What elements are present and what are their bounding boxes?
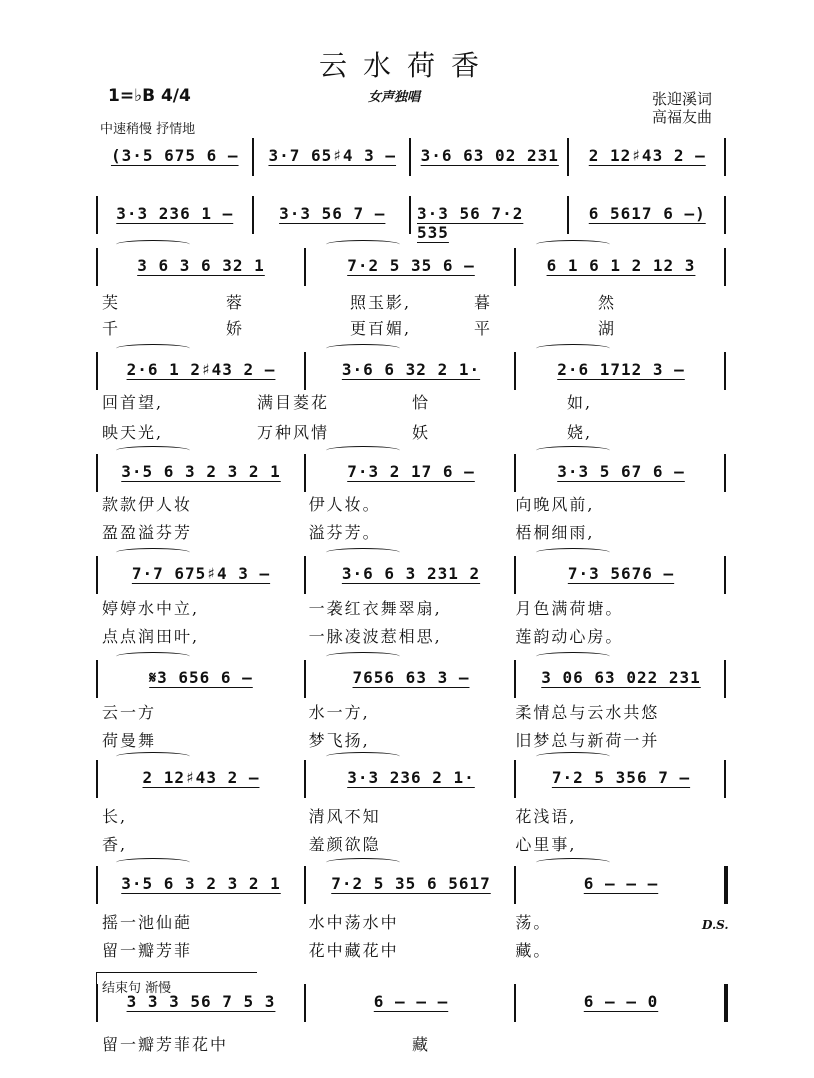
lyric-line [96, 804, 726, 828]
bar-line [96, 556, 98, 594]
measure-notes: 6 5617 6 –) [588, 204, 706, 223]
measure-notes: 3·6 6 32 2 1· [341, 360, 481, 379]
measure-notes: 6 – – – [373, 992, 449, 1011]
lyric-line [96, 420, 726, 444]
lyric-text: 云一方 [102, 703, 157, 722]
bar-line [96, 352, 98, 390]
lyric-text: 回首望, [102, 393, 164, 412]
lyric-text: 万种风情 [257, 423, 330, 442]
measure-notes: 3·3 236 2 1· [347, 768, 475, 787]
bar-line [514, 984, 516, 1022]
measure [312, 760, 510, 800]
measure-notes: 6 1 6 1 2 12 3 [546, 256, 696, 275]
measure [260, 196, 406, 236]
lyricist: 张迎溪词 [652, 90, 713, 108]
measure [575, 196, 721, 236]
lyric-text: 娇 [226, 319, 245, 338]
measure [522, 760, 720, 800]
measure-notes: 2·6 1712 3 – [557, 360, 685, 379]
slur [116, 752, 190, 761]
measure-notes: 7·3 5676 – [567, 564, 675, 583]
lyric-text: 芙 [102, 293, 121, 312]
bar-line [304, 248, 306, 286]
bar-line [304, 556, 306, 594]
measure-notes: 3·5 6 3 2 3 2 1 [121, 874, 281, 893]
ending-label: 结束句 渐慢 [102, 981, 172, 996]
measure [260, 138, 406, 178]
measure-notes: 3·3 236 1 – [116, 204, 234, 223]
bar-line [252, 138, 254, 176]
lyric-text: 摇一池仙葩 [102, 913, 193, 932]
bar-line [96, 760, 98, 798]
bar-line [567, 196, 569, 234]
slur [536, 858, 610, 867]
ds-mark: D.S. [702, 918, 729, 932]
slur [116, 240, 190, 249]
measure-notes: 3 3 3 56 7 5 3 [126, 992, 276, 1011]
measure [522, 454, 720, 494]
measure-notes: 3·7 65♯4 3 – [268, 146, 397, 165]
bar-line [724, 196, 726, 234]
slur [536, 446, 610, 455]
lyric-text: 向晚风前, [515, 495, 595, 514]
lyric-text: 梦飞扬, [308, 731, 370, 750]
lyric-text: 恰 [412, 393, 431, 412]
slur [536, 652, 610, 661]
slur [326, 446, 400, 455]
lyric-text: 留一瓣芳菲花中 [102, 1035, 229, 1054]
measure [312, 866, 510, 906]
lyric-line [96, 520, 726, 544]
slur [116, 446, 190, 455]
staff-row [96, 660, 726, 704]
slur [536, 344, 610, 353]
lyric-text: 荡。 [515, 913, 552, 932]
bar-line [514, 660, 516, 698]
lyric-text: 一袭红衣舞翠扇, [308, 599, 442, 618]
bar-line [304, 660, 306, 698]
bar-line [514, 352, 516, 390]
lyric-line [96, 1032, 726, 1056]
measure [312, 248, 510, 288]
bar-line [514, 866, 516, 904]
lyric-text: 湖 [598, 319, 617, 338]
slur [536, 548, 610, 557]
slur [116, 344, 190, 353]
bar-line [96, 454, 98, 492]
staff-row [96, 138, 726, 182]
bar-line [96, 660, 98, 698]
measure [522, 248, 720, 288]
measure-notes: 2·6 1 2♯43 2 – [126, 360, 276, 379]
bar-line [252, 196, 254, 234]
measure [522, 984, 720, 1024]
lyric-text: 伊人妆。 [308, 495, 381, 514]
measure [522, 866, 720, 906]
measure [312, 352, 510, 392]
lyric-text: 荷曼舞 [102, 731, 157, 750]
measure [312, 454, 510, 494]
lyric-text: 花中藏花中 [308, 941, 399, 960]
lyric-text: 妖 [412, 423, 431, 442]
lyric-text: 长, [102, 807, 128, 826]
measure [102, 984, 300, 1024]
measure-notes: 7·3 2 17 6 – [347, 462, 475, 481]
lyric-text: 旧梦总与新荷一并 [515, 731, 660, 750]
bar-line [724, 454, 726, 492]
measure [102, 556, 300, 596]
bar-line [304, 866, 306, 904]
lyric-line [96, 832, 726, 856]
staff-row [96, 248, 726, 292]
lyric-text: 点点润田叶, [102, 627, 200, 646]
measure-notes: 2 12♯43 2 – [588, 146, 706, 165]
bar-line [409, 138, 411, 176]
measure [102, 866, 300, 906]
lyric-text: 梧桐细雨, [515, 523, 595, 542]
lyric-text: 满目菱花 [257, 393, 330, 412]
lyric-line [96, 700, 726, 724]
lyric-text: 照玉影, [350, 293, 412, 312]
measure-notes: 3 6 3 6 32 1 [137, 256, 265, 275]
staff-row [96, 760, 726, 804]
staff-row [96, 196, 726, 240]
measure [522, 352, 720, 392]
measure [312, 556, 510, 596]
lyric-text: 蓉 [226, 293, 245, 312]
slur [116, 548, 190, 557]
lyric-text: 莲韵动心房。 [515, 627, 624, 646]
slur [116, 652, 190, 661]
lyric-line [96, 390, 726, 414]
bar-line [304, 984, 306, 1022]
bar-line [724, 248, 726, 286]
song-title: 云水荷香 [318, 49, 495, 82]
measure-notes: 3·3 56 7·2 535 [417, 204, 524, 242]
lyric-line [96, 938, 726, 962]
lyric-text: 清风不知 [308, 807, 381, 826]
measure [312, 984, 510, 1024]
slur [326, 548, 400, 557]
staff-row [96, 984, 726, 1028]
bar-line [409, 196, 411, 234]
lyric-text: 平 [474, 319, 493, 338]
lyric-text: 水中荡水中 [308, 913, 399, 932]
bar-line [304, 454, 306, 492]
lyric-text: 款款伊人妆 [102, 495, 193, 514]
lyric-text: 花浅语, [515, 807, 577, 826]
bar-line [724, 866, 728, 904]
measure-notes: 7·7 675♯4 3 – [131, 564, 271, 583]
measure [312, 660, 510, 700]
bar-line [567, 138, 569, 176]
measure [575, 138, 721, 178]
bar-line [724, 352, 726, 390]
bar-line [724, 660, 726, 698]
lyric-text: 然 [598, 293, 617, 312]
bar-line [724, 984, 728, 1022]
measure-notes: 7·2 5 356 7 – [551, 768, 691, 787]
composer: 高福友曲 [652, 108, 713, 126]
measure [102, 196, 248, 236]
lyric-text: 心里事, [515, 835, 577, 854]
bar-line [514, 248, 516, 286]
key-signature: 1=♭B 4/4 [108, 86, 191, 106]
lyric-text: 藏。 [515, 941, 552, 960]
measure [417, 196, 563, 242]
lyric-text: 留一瓣芳菲 [102, 941, 193, 960]
measure [102, 660, 300, 700]
lyric-text: 千 [102, 319, 121, 338]
slur [116, 858, 190, 867]
slur [326, 652, 400, 661]
lyric-text: 娆, [567, 423, 593, 442]
measure-notes: 7656 63 3 – [352, 668, 470, 687]
bar-line [514, 454, 516, 492]
lyric-line [96, 492, 726, 516]
bar-line [514, 760, 516, 798]
measure-notes: 3·6 63 02 231 [420, 146, 559, 165]
voice-label: 女声独唱 [368, 90, 421, 105]
lyric-text: 香, [102, 835, 128, 854]
lyric-text: 月色满荷塘。 [515, 599, 624, 618]
bar-line [724, 760, 726, 798]
bar-line [96, 248, 98, 286]
measure [417, 138, 563, 178]
slur [536, 240, 610, 249]
staff-row [96, 556, 726, 600]
tempo-marking: 中速稍慢 抒情地 [100, 122, 196, 137]
bar-line [304, 760, 306, 798]
lyric-text: 如, [567, 393, 593, 412]
measure [102, 454, 300, 494]
lyric-text: 盈盈溢芬芳 [102, 523, 193, 542]
measure [102, 138, 248, 178]
measure-notes: 3·6 6 3 231 2 [341, 564, 481, 583]
lyric-text: 水一方, [308, 703, 370, 722]
measure-notes: 7·2 5 35 6 – [347, 256, 475, 275]
lyric-line [96, 316, 726, 340]
measure [102, 352, 300, 392]
lyric-text: 映天光, [102, 423, 164, 442]
lyric-line [96, 624, 726, 648]
lyric-line [96, 290, 726, 314]
lyric-text: 羞颜欲隐 [308, 835, 381, 854]
lyric-text: 暮 [474, 293, 493, 312]
slur [326, 858, 400, 867]
measure-notes: 𝄋3 656 6 – [149, 668, 253, 687]
bar-line [304, 352, 306, 390]
bar-line [514, 556, 516, 594]
slur [326, 344, 400, 353]
bar-line [724, 556, 726, 594]
lyric-line [96, 596, 726, 620]
measure-notes: 6 – – 0 [583, 992, 659, 1011]
measure-notes: 2 12♯43 2 – [142, 768, 260, 787]
lyric-text: 更百媚, [350, 319, 412, 338]
lyric-text: 柔情总与云水共悠 [515, 703, 660, 722]
slur [536, 752, 610, 761]
slur [326, 240, 400, 249]
staff-row [96, 866, 726, 910]
measure [522, 660, 720, 700]
bar-line [724, 138, 726, 176]
lyric-text: 藏 [412, 1035, 431, 1054]
measure-notes: 3·3 56 7 – [279, 204, 386, 223]
lyric-text: 溢芬芳。 [308, 523, 381, 542]
lyric-text: 婷婷水中立, [102, 599, 200, 618]
bar-line [96, 984, 98, 1022]
bar-line [96, 866, 98, 904]
lyric-text: 一脉凌波惹相思, [308, 627, 442, 646]
measure [102, 248, 300, 288]
bar-line [96, 196, 98, 234]
measure-notes: 3·5 6 3 2 3 2 1 [121, 462, 281, 481]
measure-notes: 3·3 5 67 6 – [557, 462, 685, 481]
measure-notes: 3 06 63 022 231 [541, 668, 701, 687]
measure-notes: (3·5 675 6 – [110, 146, 239, 165]
measure [522, 556, 720, 596]
slur [326, 752, 400, 761]
lyric-line [96, 910, 726, 934]
measure [102, 760, 300, 800]
measure-notes: 7·2 5 35 6 5617 [331, 874, 491, 893]
measure-notes: 6 – – – [583, 874, 659, 893]
lyric-line [96, 728, 726, 752]
